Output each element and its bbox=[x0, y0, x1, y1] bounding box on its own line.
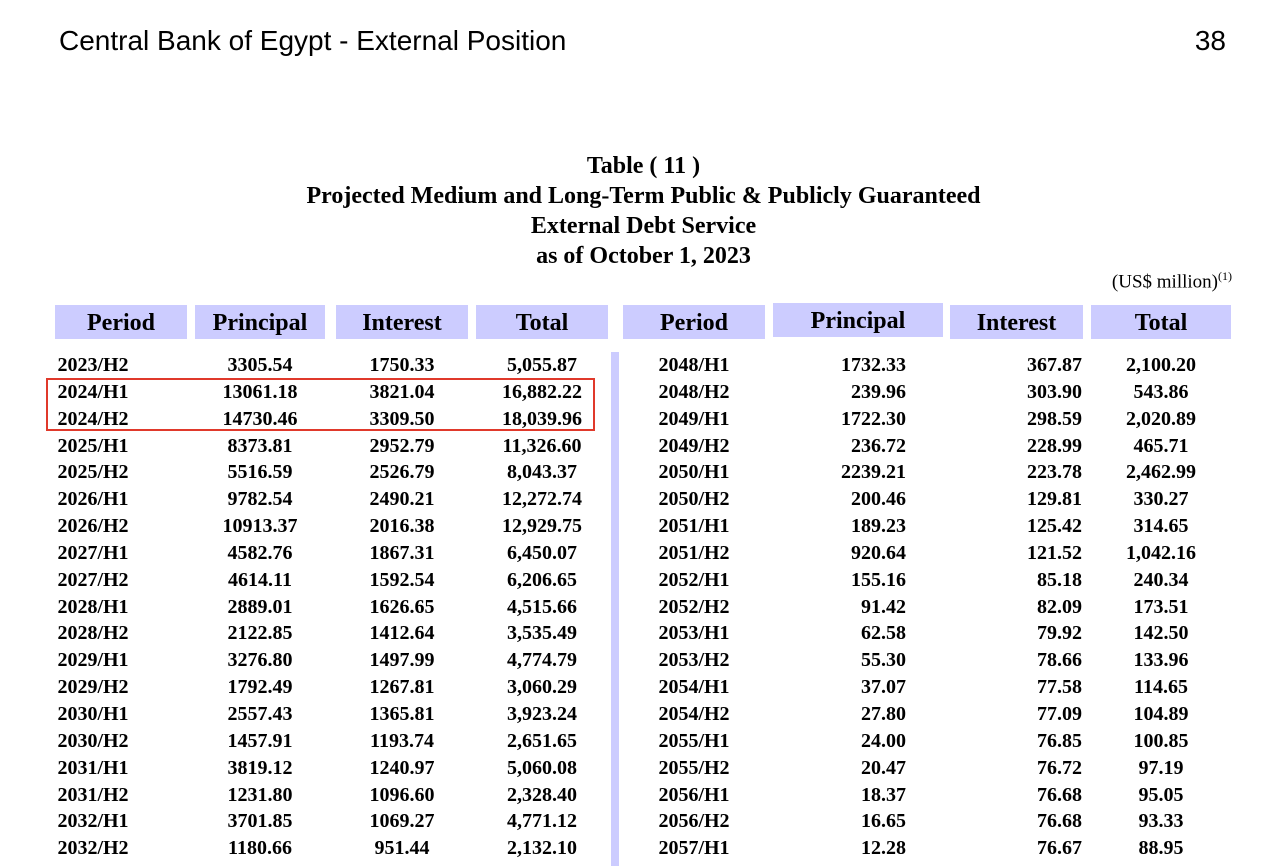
table-row bbox=[0, 459, 1262, 486]
value-cell: 236.72 bbox=[851, 434, 906, 457]
value-cell: 37.07 bbox=[861, 676, 906, 699]
value-cell: 228.99 bbox=[1027, 434, 1082, 457]
table-row bbox=[0, 755, 1262, 782]
period-cell: 2049/H1 bbox=[658, 407, 730, 430]
units-footnote: (1) bbox=[1218, 269, 1232, 283]
units-note bbox=[1112, 269, 1232, 293]
value-cell: 4614.11 bbox=[228, 568, 292, 591]
value-cell: 20.47 bbox=[861, 756, 906, 779]
value-cell: 100.85 bbox=[1133, 729, 1189, 752]
value-cell: 920.64 bbox=[851, 541, 906, 564]
value-cell: 9782.54 bbox=[227, 488, 293, 511]
period-cell: 2051/H2 bbox=[658, 541, 730, 564]
period-cell: 2031/H2 bbox=[57, 783, 129, 806]
document-header-title: Central Bank of Egypt - External Position bbox=[59, 25, 567, 56]
column-header-period-right: Period bbox=[623, 305, 765, 339]
value-cell: 1457.91 bbox=[227, 729, 293, 752]
value-cell: 3309.50 bbox=[369, 407, 435, 430]
value-cell: 1867.31 bbox=[369, 541, 435, 564]
period-cell: 2027/H2 bbox=[57, 568, 129, 591]
period-cell: 2051/H1 bbox=[658, 515, 730, 538]
value-cell: 3,060.29 bbox=[507, 676, 577, 699]
period-cell: 2050/H2 bbox=[658, 488, 730, 511]
table-row bbox=[0, 352, 1262, 379]
value-cell: 76.72 bbox=[1037, 756, 1082, 779]
column-header-total-right: Total bbox=[1091, 305, 1231, 339]
period-cell: 2053/H2 bbox=[658, 649, 730, 672]
table-row bbox=[0, 674, 1262, 701]
period-cell: 2028/H2 bbox=[57, 622, 129, 645]
value-cell: 173.51 bbox=[1133, 595, 1189, 618]
value-cell: 55.30 bbox=[861, 649, 906, 672]
value-cell: 1792.49 bbox=[227, 676, 293, 699]
value-cell: 3819.12 bbox=[227, 756, 293, 779]
value-cell: 97.19 bbox=[1138, 756, 1184, 779]
value-cell: 2,651.65 bbox=[507, 729, 577, 752]
period-cell: 2054/H1 bbox=[658, 676, 730, 699]
value-cell: 240.34 bbox=[1133, 568, 1189, 591]
table-title-line: External Debt Service bbox=[530, 213, 757, 239]
value-cell: 121.52 bbox=[1027, 541, 1082, 564]
table-row bbox=[0, 486, 1262, 513]
column-header-principal: Principal bbox=[195, 305, 325, 339]
value-cell: 13061.18 bbox=[222, 380, 298, 403]
column-header-interest-right: Interest bbox=[950, 305, 1083, 339]
value-cell: 543.86 bbox=[1133, 380, 1189, 403]
value-cell: 76.68 bbox=[1037, 810, 1082, 833]
value-cell: 3276.80 bbox=[227, 649, 293, 672]
period-cell: 2048/H2 bbox=[658, 380, 730, 403]
value-cell: 2122.85 bbox=[227, 622, 293, 645]
column-header-principal-right: Principal bbox=[773, 303, 943, 337]
value-cell: 133.96 bbox=[1133, 649, 1189, 672]
period-cell: 2032/H1 bbox=[57, 810, 129, 833]
value-cell: 189.23 bbox=[851, 515, 906, 538]
value-cell: 88.95 bbox=[1138, 837, 1184, 860]
value-cell: 3305.54 bbox=[227, 354, 293, 376]
value-cell: 303.90 bbox=[1027, 380, 1082, 403]
page-number: 38 bbox=[1194, 25, 1226, 56]
highlight-box bbox=[46, 378, 595, 431]
value-cell: 2,100.20 bbox=[1126, 354, 1196, 376]
value-cell: 1231.80 bbox=[227, 783, 293, 806]
table-row bbox=[0, 782, 1262, 809]
value-cell: 2,020.89 bbox=[1126, 407, 1196, 430]
value-cell: 1193.74 bbox=[370, 729, 434, 752]
period-cell: 2023/H2 bbox=[57, 354, 129, 376]
table-row bbox=[0, 567, 1262, 594]
value-cell: 10913.37 bbox=[222, 515, 298, 538]
value-cell: 465.71 bbox=[1133, 434, 1189, 457]
period-cell: 2052/H1 bbox=[658, 568, 730, 591]
value-cell: 85.18 bbox=[1037, 568, 1082, 591]
value-cell: 155.16 bbox=[851, 568, 906, 591]
value-cell: 8373.81 bbox=[227, 434, 293, 457]
value-cell: 2,132.10 bbox=[507, 837, 577, 860]
value-cell: 2239.21 bbox=[841, 461, 906, 484]
value-cell: 298.59 bbox=[1027, 407, 1082, 430]
period-cell: 2028/H1 bbox=[57, 595, 129, 618]
value-cell: 2557.43 bbox=[227, 702, 293, 725]
value-cell: 1240.97 bbox=[369, 756, 435, 779]
value-cell: 330.27 bbox=[1133, 488, 1189, 511]
value-cell: 5516.59 bbox=[227, 461, 293, 484]
period-cell: 2049/H2 bbox=[658, 434, 730, 457]
period-cell: 2031/H1 bbox=[57, 756, 129, 779]
period-cell: 2024/H1 bbox=[57, 380, 129, 403]
period-cell: 2029/H1 bbox=[57, 649, 129, 672]
value-cell: 62.58 bbox=[861, 622, 906, 645]
value-cell: 76.85 bbox=[1037, 729, 1082, 752]
table-row bbox=[0, 513, 1262, 540]
value-cell: 78.66 bbox=[1037, 649, 1082, 672]
period-cell: 2027/H1 bbox=[57, 541, 129, 564]
value-cell: 95.05 bbox=[1138, 783, 1184, 806]
value-cell: 2526.79 bbox=[369, 461, 435, 484]
value-cell: 76.67 bbox=[1037, 837, 1082, 860]
value-cell: 5,060.08 bbox=[507, 756, 577, 779]
value-cell: 2,462.99 bbox=[1126, 461, 1196, 484]
value-cell: 4,774.79 bbox=[507, 649, 577, 672]
value-cell: 1180.66 bbox=[228, 837, 292, 860]
value-cell: 367.87 bbox=[1027, 354, 1082, 376]
value-cell: 104.89 bbox=[1133, 702, 1189, 725]
value-cell: 91.42 bbox=[861, 595, 906, 618]
value-cell: 18,039.96 bbox=[502, 407, 582, 430]
period-cell: 2054/H2 bbox=[658, 702, 730, 725]
value-cell: 1,042.16 bbox=[1126, 541, 1196, 564]
value-cell: 76.68 bbox=[1037, 783, 1082, 806]
table-row bbox=[0, 540, 1262, 567]
period-cell: 2026/H2 bbox=[57, 515, 129, 538]
period-cell: 2024/H2 bbox=[57, 407, 129, 430]
table-title-line: Table ( 11 ) bbox=[586, 153, 701, 179]
table-row bbox=[0, 647, 1262, 674]
value-cell: 4582.76 bbox=[227, 541, 293, 564]
value-cell: 3701.85 bbox=[227, 810, 293, 833]
value-cell: 8,043.37 bbox=[507, 461, 577, 484]
table-row bbox=[0, 701, 1262, 728]
value-cell: 12,929.75 bbox=[502, 515, 582, 538]
value-cell: 129.81 bbox=[1027, 488, 1082, 511]
value-cell: 6,206.65 bbox=[507, 568, 577, 591]
value-cell: 1592.54 bbox=[369, 568, 435, 591]
period-cell: 2025/H2 bbox=[57, 461, 129, 484]
value-cell: 5,055.87 bbox=[507, 354, 577, 376]
column-header-interest: Interest bbox=[336, 305, 468, 339]
table-row bbox=[0, 835, 1262, 862]
value-cell: 1497.99 bbox=[369, 649, 435, 672]
units-label: (US$ million) bbox=[1111, 271, 1218, 293]
column-header-total: Total bbox=[476, 305, 608, 339]
value-cell: 1412.64 bbox=[369, 622, 435, 645]
period-cell: 2025/H1 bbox=[57, 434, 129, 457]
value-cell: 3,923.24 bbox=[507, 702, 577, 725]
value-cell: 2889.01 bbox=[227, 595, 293, 618]
value-cell: 2,328.40 bbox=[507, 783, 577, 806]
value-cell: 114.65 bbox=[1134, 676, 1188, 699]
period-cell: 2052/H2 bbox=[658, 595, 730, 618]
value-cell: 77.58 bbox=[1037, 676, 1082, 699]
period-cell: 2030/H2 bbox=[57, 729, 129, 752]
period-cell: 2056/H1 bbox=[658, 783, 730, 806]
value-cell: 2016.38 bbox=[369, 515, 435, 538]
value-cell: 1750.33 bbox=[369, 354, 435, 376]
value-cell: 77.09 bbox=[1037, 702, 1082, 725]
value-cell: 6,450.07 bbox=[507, 541, 577, 564]
period-cell: 2055/H1 bbox=[658, 729, 730, 752]
value-cell: 79.92 bbox=[1037, 622, 1082, 645]
table-row bbox=[0, 620, 1262, 647]
table-row bbox=[0, 808, 1262, 835]
value-cell: 3821.04 bbox=[369, 380, 435, 403]
value-cell: 314.65 bbox=[1133, 515, 1189, 538]
period-cell: 2055/H2 bbox=[658, 756, 730, 779]
value-cell: 14730.46 bbox=[222, 407, 298, 430]
value-cell: 12,272.74 bbox=[502, 488, 582, 511]
value-cell: 239.96 bbox=[851, 380, 906, 403]
value-cell: 93.33 bbox=[1138, 810, 1184, 833]
value-cell: 4,771.12 bbox=[507, 810, 577, 833]
value-cell: 11,326.60 bbox=[502, 434, 582, 457]
period-cell: 2050/H1 bbox=[658, 461, 730, 484]
value-cell: 16.65 bbox=[861, 810, 906, 833]
value-cell: 1732.33 bbox=[841, 354, 906, 376]
period-cell: 2048/H1 bbox=[658, 354, 730, 376]
table-row bbox=[0, 728, 1262, 755]
period-cell: 2026/H1 bbox=[57, 488, 129, 511]
column-header-period: Period bbox=[55, 305, 187, 339]
period-cell: 2030/H1 bbox=[57, 702, 129, 725]
value-cell: 4,515.66 bbox=[507, 595, 577, 618]
period-cell: 2057/H1 bbox=[658, 837, 730, 860]
table-title-line: Projected Medium and Long-Term Public & Publicly Guaranteed bbox=[306, 183, 981, 209]
table-row bbox=[0, 594, 1262, 621]
value-cell: 223.78 bbox=[1027, 461, 1082, 484]
value-cell: 951.44 bbox=[374, 837, 430, 860]
value-cell: 3,535.49 bbox=[507, 622, 577, 645]
value-cell: 125.42 bbox=[1027, 515, 1082, 538]
value-cell: 1267.81 bbox=[369, 676, 435, 699]
period-cell: 2029/H2 bbox=[57, 676, 129, 699]
value-cell: 1096.60 bbox=[369, 783, 435, 806]
value-cell: 18.37 bbox=[861, 783, 906, 806]
period-cell: 2032/H2 bbox=[57, 837, 129, 860]
table-row bbox=[0, 433, 1262, 460]
value-cell: 1722.30 bbox=[841, 407, 906, 430]
value-cell: 2490.21 bbox=[369, 488, 435, 511]
value-cell: 82.09 bbox=[1037, 595, 1082, 618]
value-cell: 24.00 bbox=[861, 729, 906, 752]
table-title-line: as of October 1, 2023 bbox=[536, 243, 751, 269]
value-cell: 27.80 bbox=[861, 702, 906, 725]
period-cell: 2056/H2 bbox=[658, 810, 730, 833]
value-cell: 16,882.22 bbox=[502, 380, 582, 403]
value-cell: 1365.81 bbox=[369, 702, 435, 725]
period-cell: 2053/H1 bbox=[658, 622, 730, 645]
table-title bbox=[0, 151, 1262, 271]
value-cell: 1626.65 bbox=[369, 595, 435, 618]
value-cell: 200.46 bbox=[851, 488, 906, 511]
value-cell: 1069.27 bbox=[369, 810, 435, 833]
value-cell: 2952.79 bbox=[369, 434, 435, 457]
value-cell: 142.50 bbox=[1133, 622, 1189, 645]
value-cell: 12.28 bbox=[861, 837, 906, 860]
